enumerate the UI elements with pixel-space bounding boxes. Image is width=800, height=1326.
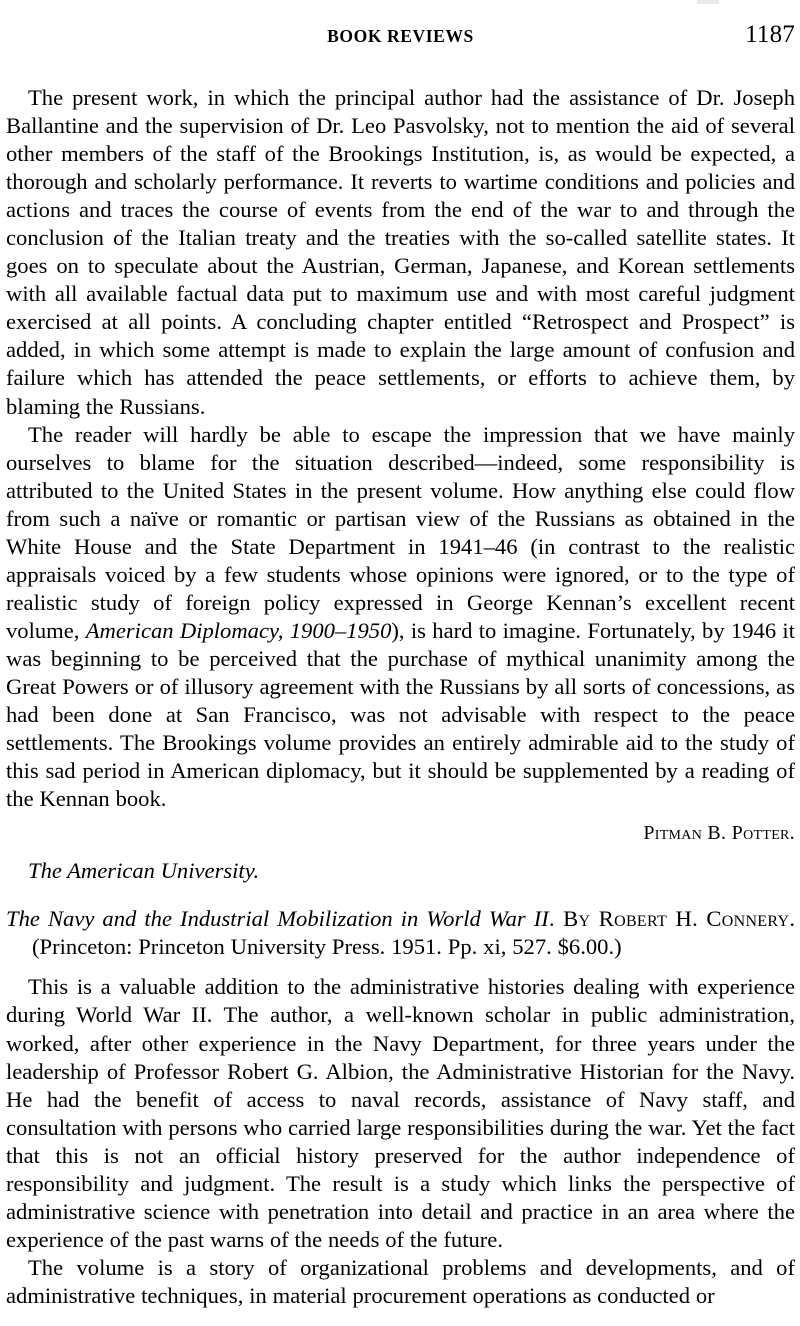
review-one-paragraph-1: The present work, in which the principal author had the assistance of Dr. Joseph Ballantine and the supervision of Dr. Leo Pasvolsky, not to mention the aid of several other members of the staff of the Brookings Institution, is, as would be expected, a thorough and scholarly performance. It reverts to wartime conditions and policies and actions and traces the course of events from the end of the war to and through the conclusion of the Italian treaty and the treaties with the so-called satellite states. It goes on to speculate about the Austrian, German, Japanese, and Korean settlements with all available factual data put to maximum use and with most careful judgment exercised at all points. A concluding chapter entitled “Retrospect and Prospect” is added, in which some attempt is made to explain the large amount of confusion and failure which has attended the peace settlements, or efforts to achieve them, by blaming the Russians.: [6, 85, 795, 419]
paragraph-2-tail: ), is hard to imagine. Fortunately, by 1946 it was beginning to be perceived that the purchase of mythical unanimity among the Great Powers or of illusory agreement with the Russians by all sorts of concessions, as had been done at San Francisco, was not advisable with respect to the peace settlements. The Brookings volume provides an entirely admirable aid to the study of this sad period in American diplomacy, but it should be supplemented by a reading of the Kennan book.: [6, 617, 795, 812]
review-two-paragraph-1: This is a valuable addition to the administrative histories dealing with experience during World War II. The author, a well-known scholar in public administration, worked, after other experience in the Navy Department, for three years under the leadership of Professor Robert G. Albion, the Administrative Historian for the Navy. He had the benefit of access to naval records, assistance of Navy staff, and consultation with persons who carried large responsibilities during the war. Yet the fact that this is not an official history preserved for the author independence of responsibility and judgment. The result is a study which links the perspective of administrative science with penetration into detail and practice in an area where the experience of the past warns of the needs of the future.: [6, 974, 795, 1252]
spacer: [6, 847, 795, 857]
running-head: [6, 21, 795, 50]
review-one-paragraph-2: [6, 421, 795, 814]
book-title: The Navy and the Industrial Mobilization in World War II: [6, 906, 549, 932]
spacer: [6, 885, 795, 905]
running-head-title: BOOK REVIEWS: [327, 26, 474, 46]
book-author: Robert H. Connery: [598, 906, 790, 932]
byline-lead: . By: [548, 906, 599, 932]
spacer: [6, 961, 795, 973]
book-imprint: . (Princeton: Princeton University Press. 1951. Pp. xi, 527. $6.00.): [32, 906, 795, 960]
cited-book-title: American Diplomacy, 1900–1950: [85, 617, 392, 643]
reviewer-affiliation: The American University.: [28, 858, 260, 884]
page-number: 1187: [745, 21, 795, 48]
paragraph-2-lead: The reader will hardly be able to escape the impression that we have mainly ourselves to blame for the situation described—indeed, some responsibility is attributed to the United States in the present volume. How anything else could flow from such a naïve or romantic or partisan view of the Russians as obtained in the White House and the State Department in 1941–46 (in contrast to the realistic appraisals voiced by a few students whose opinions were ignored, or to the type of realistic study of foreign policy expressed in George Kennan’s excellent recent volume,: [6, 421, 795, 643]
review-two-paragraph-2: The volume is a story of organizational problems and developments, and of administrative techniques, in material procurement operations as conducted or: [6, 1254, 795, 1308]
book-entry-heading: [6, 905, 795, 961]
reviewer-signature: Pitman B. Potter.: [643, 822, 795, 845]
text-column: [6, 84, 795, 1310]
scan-artifact: [697, 0, 719, 4]
